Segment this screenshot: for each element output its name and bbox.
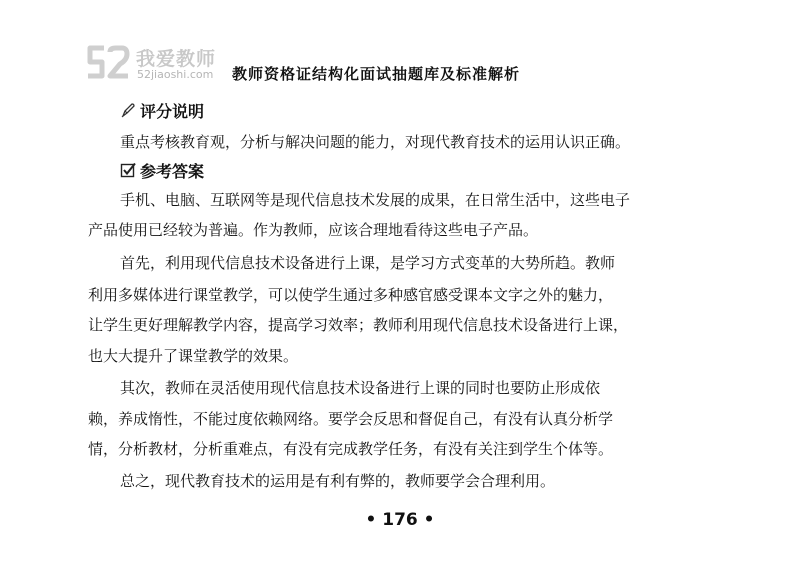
book-title: 教师资格证结构化面试抽题库及标准解析 [232,65,521,83]
section-heading-scoring [120,98,204,122]
page-number: • 176 • [365,510,435,530]
paragraph-line: 其次，教师在灵活使用现代信息技术设备进行上课的同时也要防止形成依 [120,379,601,397]
paragraph-line: 产品使用已经较为普遍。作为教师，应该合理地看待这些电子产品。 [88,221,539,239]
section-title: 评分说明 [140,101,205,121]
section-title: 参考答案 [140,161,205,181]
logo-url: 52jiaoshi.com [137,68,214,81]
pen-nib-icon [120,102,136,118]
paragraph-line: 赖，养成惰性，不能过度依赖网络。要学会反思和督促自己，有没有认真分析学 [88,410,614,428]
paragraph-line: 手机、电脑、互联网等是现代信息技术发展的成果，在日常生活中，这些电子 [120,191,631,209]
paragraph-line: 让学生更好理解教学内容，提高学习效率；教师利用现代信息技术设备进行上课， [88,316,629,334]
paragraph-line: 总之，现代教育技术的运用是有利有弊的，教师要学会合理利用。 [120,472,556,490]
paragraph-line: 利用多媒体进行课堂教学，可以使学生通过多种感官感受课本文字之外的魅力， [88,286,614,304]
site-logo [84,40,224,88]
logo-text: 我爱教师 [136,48,217,70]
paragraph-line: 首先，利用现代信息技术设备进行上课，是学习方式变革的大势所趋。教师 [120,254,616,272]
paragraph-line: 情，分析教材，分析重难点，有没有完成教学任务，有没有关注到学生个体等。 [88,440,614,458]
section-heading-answer [120,158,204,182]
paragraph-line: 也大大提升了课堂教学的效果。 [88,347,299,365]
paragraph-line: 重点考核教育观，分析与解决问题的能力，对现代教育技术的运用认识正确。 [120,133,631,151]
logo-52-mark-icon [84,44,130,84]
checkbox-checked-icon [120,162,136,178]
